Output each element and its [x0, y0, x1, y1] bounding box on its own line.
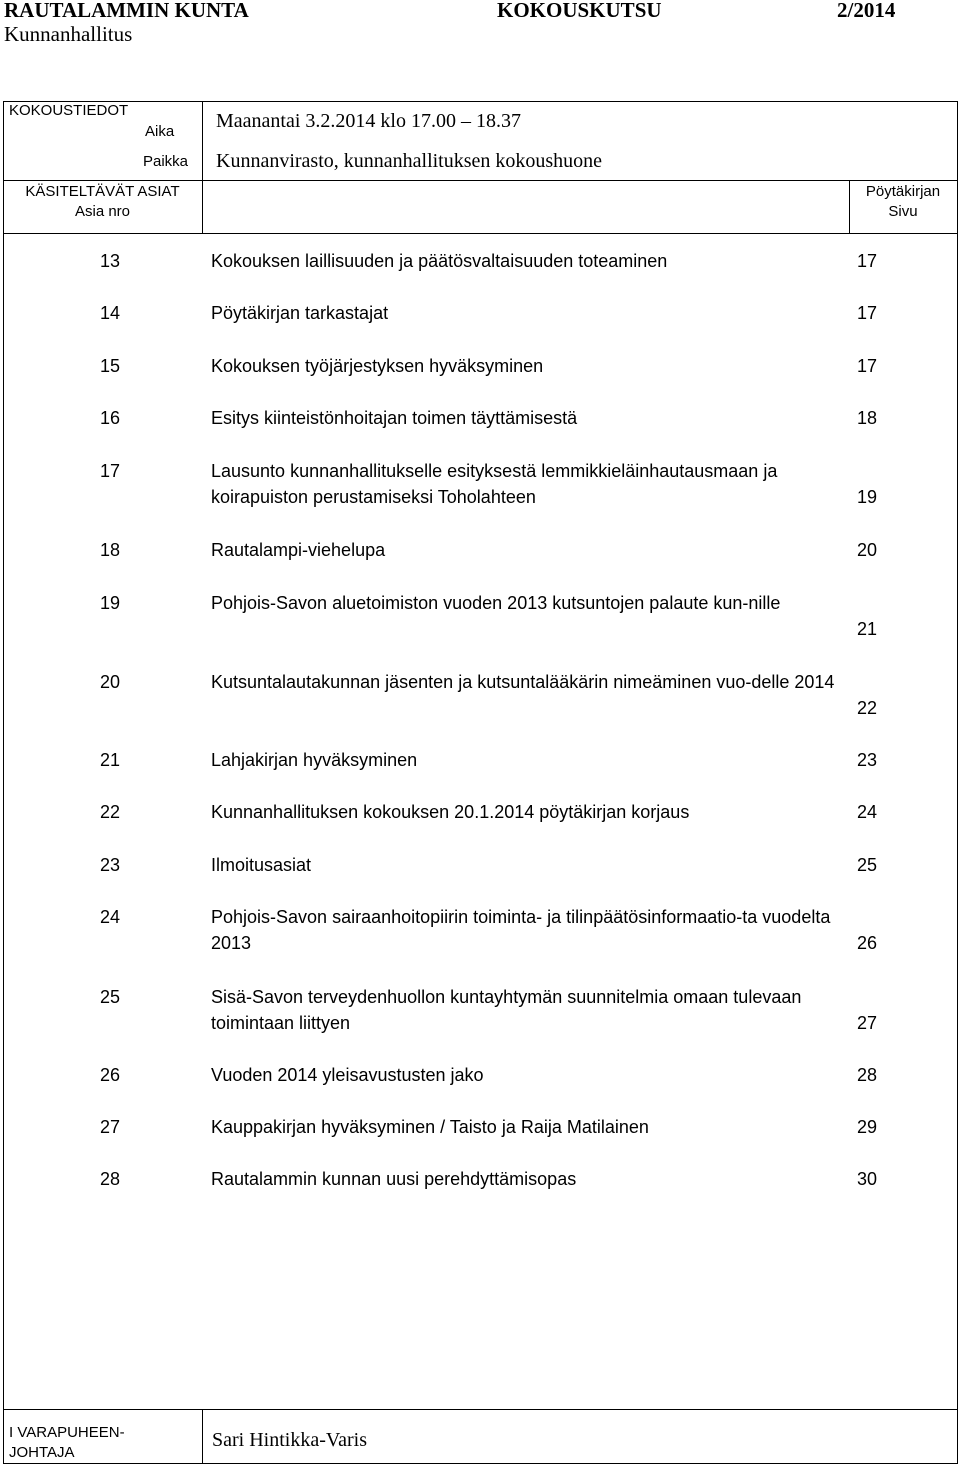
agenda-item-number: 21 — [99, 750, 121, 770]
agenda-item-title: Lausunto kunnanhallitukselle esityksestä lemmikkieläinhautausmaan ja koirapuiston perustamiseksi Toholahteen — [211, 461, 778, 507]
place-value: Kunnanvirasto, kunnanhallituksen kokoushuone — [216, 150, 603, 172]
place-label: Paikka — [143, 153, 189, 170]
agenda-item-number: 18 — [99, 540, 121, 560]
agenda-item-title: Kauppakirjan hyväksyminen / Taisto ja Raija Matilainen — [211, 1117, 649, 1137]
agenda-item-number: 15 — [99, 356, 121, 376]
agenda-item-title: Pohjois-Savon sairaanhoitopiirin toiminta- ja tilinpäätösinformaatio-ta vuodelta 2013 — [211, 907, 831, 953]
agenda-item-page: 23 — [857, 750, 878, 770]
agenda-item-title: Sisä-Savon terveydenhuollon kuntayhtymän suunnitelmia omaan tulevaan toimintaan liittyen — [211, 987, 802, 1033]
agenda-item-page: 29 — [857, 1117, 878, 1137]
agenda-item-number: 23 — [99, 855, 121, 875]
items-header — [5, 182, 200, 222]
agenda-item-page: 17 — [857, 303, 878, 323]
agenda-item-number: 22 — [99, 802, 121, 822]
agenda-item-number: 27 — [99, 1117, 121, 1137]
agenda-item-number: 13 — [99, 251, 121, 271]
agenda-item-page: 17 — [857, 356, 878, 376]
agenda-item-page: 18 — [857, 408, 878, 428]
page-sub-label: Sivu — [888, 203, 918, 220]
signer-role-line2: JOHTAJA — [9, 1444, 75, 1461]
agenda-item-number: 26 — [99, 1065, 121, 1085]
agenda-item-number: 17 — [99, 461, 121, 481]
agenda-item-page: 19 — [857, 487, 878, 507]
signer-role-line1: I VARAPUHEEN- — [9, 1424, 125, 1441]
agenda-item-title: Kokouksen laillisuuden ja päätösvaltaisuuden toteaminen — [211, 251, 668, 271]
agenda-item-page: 30 — [857, 1169, 878, 1189]
document-number: 2/2014 — [837, 0, 896, 22]
agenda-item-number: 16 — [99, 408, 121, 428]
agenda-item-number: 14 — [99, 303, 121, 323]
time-value: Maanantai 3.2.2014 klo 17.00 – 18.37 — [216, 110, 521, 132]
divider-left-footer — [202, 1410, 203, 1464]
divider-left-top — [202, 101, 203, 234]
agenda-item-number: 20 — [99, 672, 121, 692]
time-label: Aika — [145, 123, 175, 140]
divider-header — [3, 233, 958, 234]
agenda-item-page: 22 — [857, 698, 878, 718]
page-label: Pöytäkirjan — [865, 183, 941, 200]
agenda-item-page: 21 — [857, 619, 878, 639]
agenda-item-number: 24 — [99, 907, 121, 927]
agenda-item-title: Ilmoitusasiat — [211, 855, 312, 875]
agenda-item-title: Esitys kiinteistönhoitajan toimen täyttämisestä — [211, 408, 578, 428]
signer-name: Sari Hintikka-Varis — [212, 1429, 367, 1451]
agenda-item-title: Kutsuntalautakunnan jäsenten ja kutsuntalääkärin nimeäminen vuo-delle 2014 — [211, 672, 835, 692]
agenda-item-title: Pohjois-Savon aluetoimiston vuoden 2013 kutsuntojen palaute kun-nille — [211, 593, 781, 613]
agenda-item-number: 28 — [99, 1169, 121, 1189]
page-header — [850, 182, 956, 222]
agenda-item-title: Vuoden 2014 yleisavustusten jako — [211, 1065, 484, 1085]
agenda-item-number: 25 — [99, 987, 121, 1007]
agenda-item-page: 17 — [857, 251, 878, 271]
agenda-item-title: Rautalammin kunnan uusi perehdyttämisopas — [211, 1169, 577, 1189]
agenda-item-page: 27 — [857, 1013, 878, 1033]
agenda-item-title: Rautalampi-viehelupa — [211, 540, 386, 560]
divider-meta — [3, 180, 958, 181]
agenda-item-page: 26 — [857, 933, 878, 953]
document-type: KOKOUSKUTSU — [497, 0, 662, 22]
signer-role — [9, 1423, 125, 1463]
meeting-info-label: KOKOUSTIEDOT — [9, 102, 129, 119]
agenda-item-page: 25 — [857, 855, 878, 875]
divider-footer — [3, 1409, 958, 1410]
items-label: KÄSITELTÄVÄT ASIAT — [25, 183, 180, 200]
agenda-item-title: Lahjakirjan hyväksyminen — [211, 750, 418, 770]
organization-name: RAUTALAMMIN KUNTA — [4, 0, 249, 22]
agenda-item-number: 19 — [99, 593, 121, 613]
agenda-item-title: Kunnanhallituksen kokouksen 20.1.2014 pöytäkirjan korjaus — [211, 802, 690, 822]
agenda-item-page: 20 — [857, 540, 878, 560]
agenda-item-title: Pöytäkirjan tarkastajat — [211, 303, 389, 323]
agenda-item-page: 28 — [857, 1065, 878, 1085]
item-number-label: Asia nro — [74, 203, 131, 220]
agenda-item-page: 24 — [857, 802, 878, 822]
body-name: Kunnanhallitus — [4, 22, 133, 46]
agenda-item-title: Kokouksen työjärjestyksen hyväksyminen — [211, 356, 544, 376]
